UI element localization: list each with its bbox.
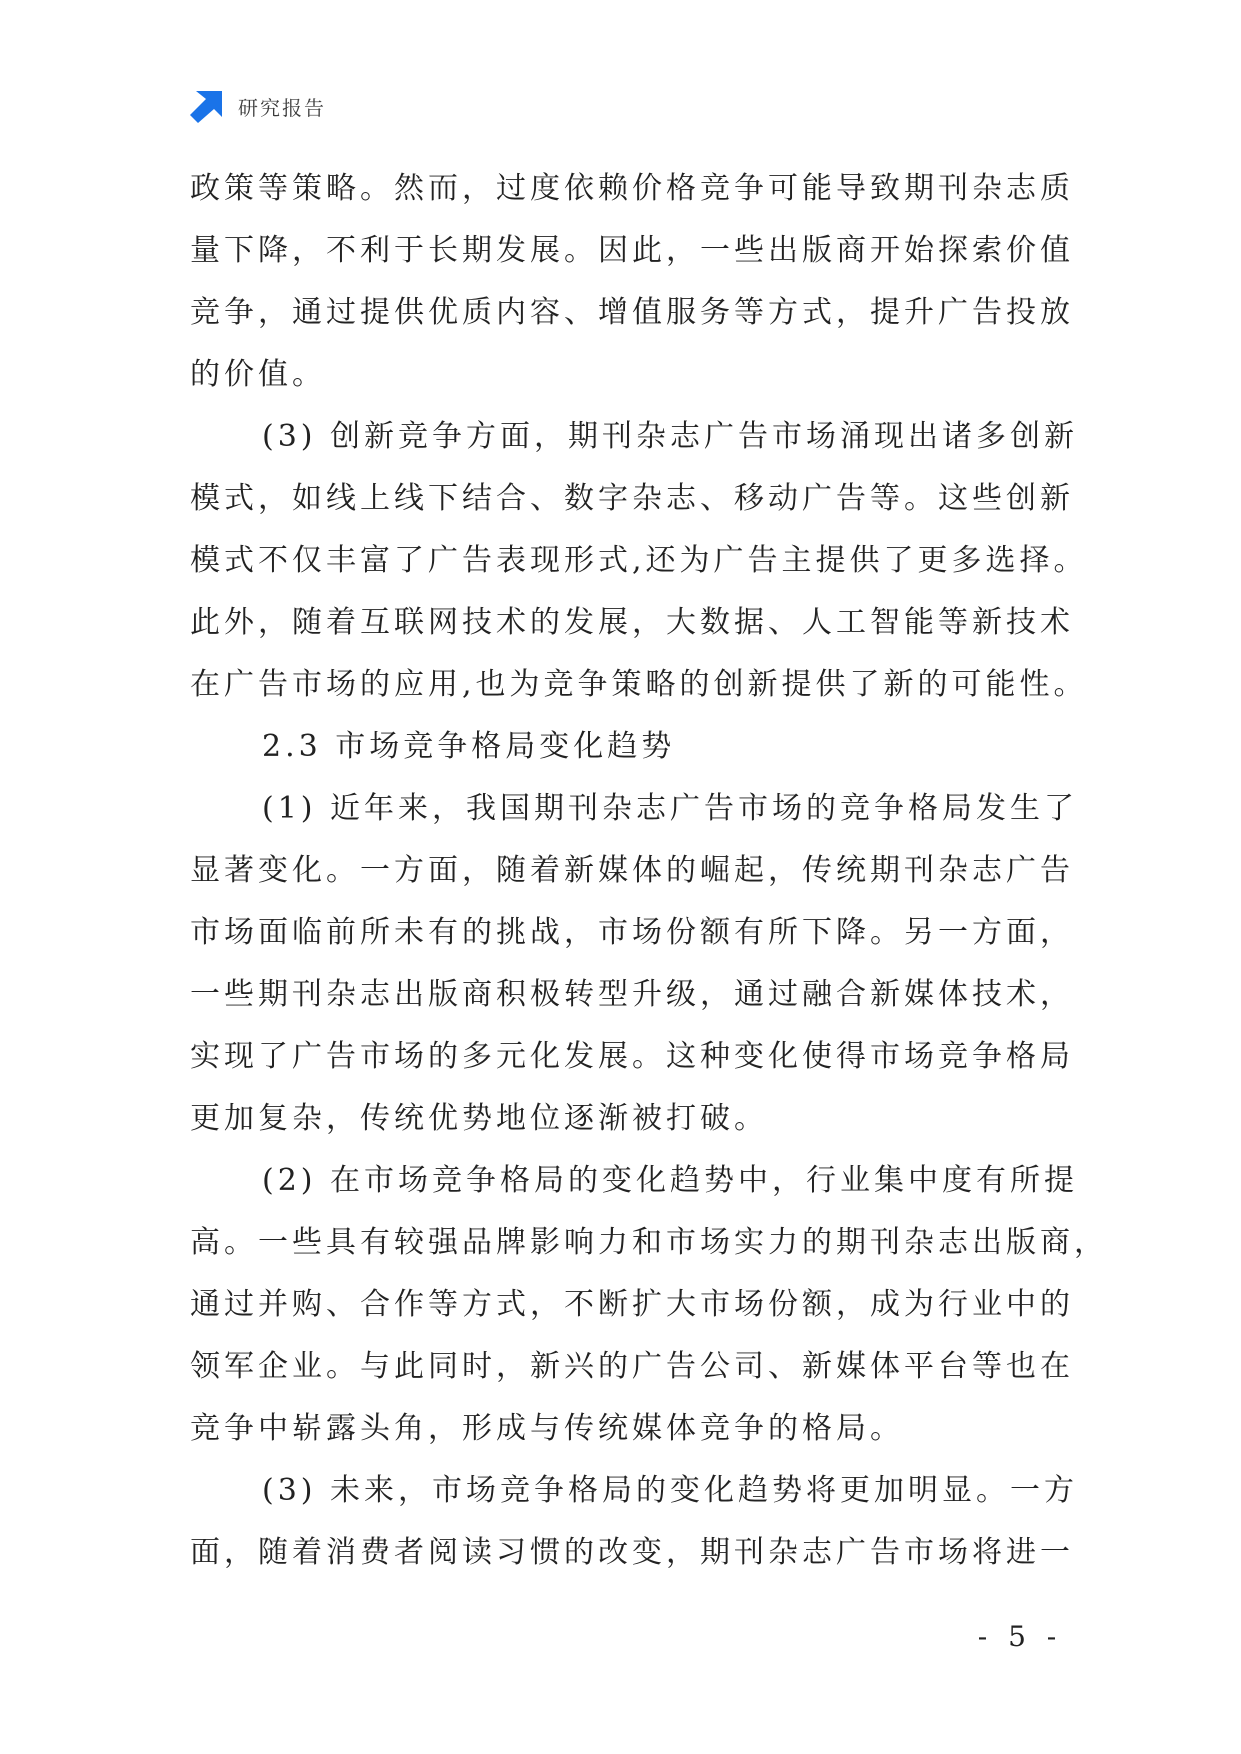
text-line: 竞争中崭露头角，形成与传统媒体竞争的格局。 [190, 1411, 904, 1446]
text-line: 此外，随着互联网技术的发展，大数据、人工智能等新技术 [190, 605, 1074, 640]
header-title: 研究报告 [238, 95, 326, 120]
text-line: 量下降，不利于长期发展。因此，一些出版商开始探索价值 [190, 233, 1074, 268]
text-line: (2) 在市场竞争格局的变化趋势中，行业集中度有所提 [262, 1163, 1079, 1198]
text-line: 模式，如线上线下结合、数字杂志、移动广告等。这些创新 [190, 481, 1074, 516]
text-line: 竞争，通过提供优质内容、增值服务等方式，提升广告投放 [190, 295, 1074, 330]
text-line: 一些期刊杂志出版商积极转型升级，通过融合新媒体技术， [190, 977, 1074, 1012]
text-line: 在广告市场的应用,也为竞争策略的创新提供了新的可能性。 [190, 667, 1088, 702]
text-line: 高。一些具有较强品牌影响力和市场实力的期刊杂志出版商， [190, 1225, 1108, 1260]
text-line: 显著变化。一方面，随着新媒体的崛起，传统期刊杂志广告 [190, 853, 1074, 888]
page-header [190, 88, 326, 124]
text-line: 面，随着消费者阅读习惯的改变，期刊杂志广告市场将进一 [190, 1535, 1074, 1570]
text-line: 领军企业。与此同时，新兴的广告公司、新媒体平台等也在 [190, 1349, 1074, 1384]
page-number: - 5 - [977, 1620, 1063, 1653]
text-line: 的价值。 [190, 357, 326, 392]
text-line: 模式不仅丰富了广告表现形式,还为广告主提供了更多选择。 [190, 543, 1088, 578]
text-line: 市场面临前所未有的挑战，市场份额有所下降。另一方面， [190, 915, 1074, 950]
arrow-up-right-icon [190, 89, 224, 123]
text-line: 实现了广告市场的多元化发展。这种变化使得市场竞争格局 [190, 1039, 1074, 1074]
text-line: (1) 近年来，我国期刊杂志广告市场的竞争格局发生了 [262, 791, 1079, 826]
text-line: (3) 创新竞争方面，期刊杂志广告市场涌现出诸多创新 [262, 419, 1079, 454]
text-line: 政策等策略。然而，过度依赖价格竞争可能导致期刊杂志质 [190, 171, 1074, 206]
text-line: (3) 未来，市场竞争格局的变化趋势将更加明显。一方 [262, 1473, 1079, 1508]
section-heading: 2.3 市场竞争格局变化趋势 [262, 729, 676, 764]
body-text [190, 158, 1108, 1584]
text-line: 通过并购、合作等方式，不断扩大市场份额，成为行业中的 [190, 1287, 1074, 1322]
text-line: 更加复杂，传统优势地位逐渐被打破。 [190, 1101, 768, 1136]
